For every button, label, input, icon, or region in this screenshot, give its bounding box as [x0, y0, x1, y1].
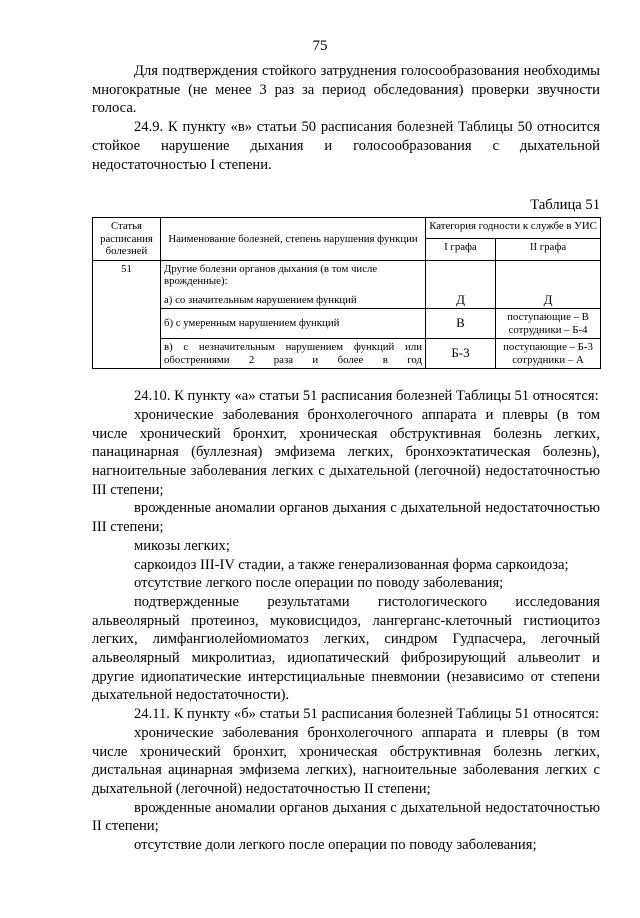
- paragraph: отсутствие доли легкого после операции по поводу заболевания;: [134, 837, 537, 854]
- document-body: [92, 62, 600, 855]
- paragraph: отсутствие легкого после операции по поводу заболевания;: [134, 575, 504, 592]
- paragraph: хронические заболевания бронхолегочного аппарата и плевры (в том числе хронический бронхит, хроническая обструктивная болезнь легких, панацинарная (буллезная) эмфизема легких, бронхоэктатическая болезнь), нагноительные заболевания легких с дыхательной (легочной) недостаточностью III степени;: [92, 406, 600, 498]
- paragraph: хронические заболевания бронхолегочного аппарата и плевры (в том числе хронический бронхит, хроническая обструктивная болезнь легких, дистальная ацинарная эмфизема легких), нагноительные заболевания легких с дыхательной (легочной) недостаточностью II степени;: [92, 724, 600, 797]
- paragraph: врожденные аномалии органов дыхания с дыхательной недостаточностью II степени;: [92, 799, 600, 835]
- row-c-g2: поступающие – Б-3 сотрудники – А: [496, 339, 601, 369]
- paragraph: врожденные аномалии органов дыхания с дыхательной недостаточностью III степени;: [92, 500, 600, 536]
- header-name: Наименование болезней, степень нарушения функции: [161, 218, 426, 261]
- row-intro: Другие болезни органов дыхания (в том числе врожденные):: [164, 262, 378, 288]
- row-b-g2: поступающие – В сотрудники – Б-4: [496, 309, 601, 339]
- paragraph: Для подтверждения стойкого затруднения голосообразования необходимы многократные (не менее 3 раз за период обследования) проверки звучности голоса.: [92, 63, 600, 117]
- row-b-g1: В: [426, 309, 496, 339]
- row-a-name: а) со значительным нарушением функций: [164, 293, 357, 306]
- article-number: 51: [93, 260, 161, 369]
- table-row: [93, 339, 601, 369]
- page-number: 75: [312, 38, 328, 54]
- row-b-name: б) с умеренным нарушением функций: [161, 309, 426, 339]
- table-caption: Таблица 51: [530, 197, 600, 214]
- paragraph: 24.10. К пункту «а» статьи 51 расписания болезней Таблицы 51 относятся:: [134, 388, 599, 405]
- table-51: [92, 217, 601, 369]
- table-row: [93, 309, 601, 339]
- header-col1: I графа: [426, 239, 496, 260]
- paragraph: микозы легких;: [134, 537, 230, 554]
- header-article: Статья расписания болезней: [93, 218, 161, 261]
- row-a-g2: Д: [496, 260, 601, 309]
- header-col2: II графа: [496, 239, 601, 260]
- paragraph: подтвержденные результатами гистологического исследования альвеолярный протеиноз, муковисцидоз, лангерганс-клеточный гистиоцитоз легких, лимфангиолейомиоматоз легких, синдром Гудпасчера, легочный альвеолярный микролитиаз, идиопатический фиброзирующий альвеолит и другие идиопатические интерстициальные пневмонии (независимо от степени дыхательной недостаточности).: [92, 593, 600, 704]
- row-name: [161, 260, 426, 309]
- table-header-row: [93, 218, 601, 239]
- paragraph: саркоидоз III-IV стадии, а также генерализованная форма саркоидоза;: [134, 556, 569, 573]
- row-a-g1: Д: [426, 260, 496, 309]
- paragraph: 24.9. К пункту «в» статьи 50 расписания болезней Таблицы 50 относится стойкое нарушение дыхания и голосообразования с дыхательной недостаточностью I степени.: [92, 119, 600, 173]
- paragraph: 24.11. К пункту «б» статьи 51 расписания болезней Таблицы 51 относятся:: [134, 706, 600, 723]
- row-c-name: в) с незначительным нарушением функций или обострениями 2 раза и более в год: [161, 339, 426, 369]
- header-category: Категория годности к службе в УИС: [426, 218, 601, 239]
- row-c-g1: Б-3: [426, 339, 496, 369]
- table-row: [93, 260, 601, 309]
